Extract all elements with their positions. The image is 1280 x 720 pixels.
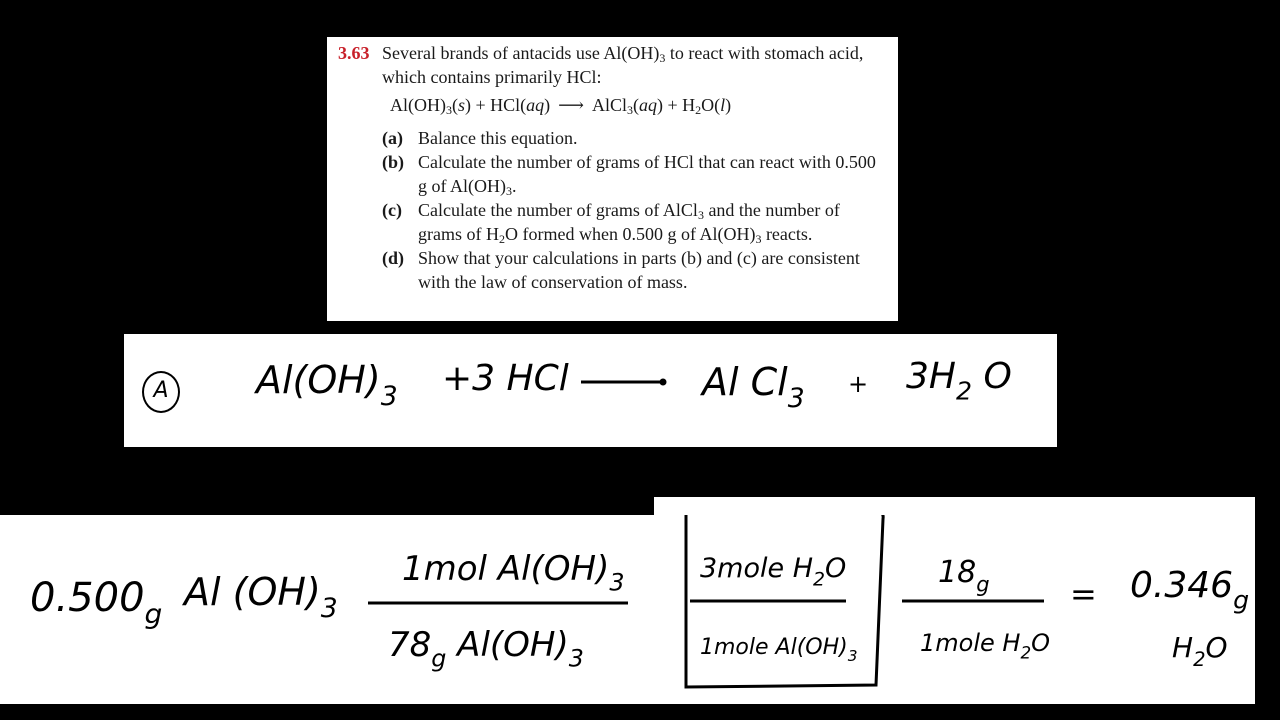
hw-factor3-numerator: $18_g$	[938, 555, 990, 597]
hw-result-unit: $H_2O$	[1172, 631, 1228, 671]
problem-intro: Several brands of antacids use $Al(OH)_3$ to react with stomach acid, which contains primarily HCl:	[382, 43, 864, 87]
problem-equation: $Al(OH)_3(s) + HCl(aq)$ ⟶ AlCl$_3$(aq) + $H_2O(l)$	[390, 95, 732, 117]
problem-panel	[327, 37, 898, 321]
hw-factor1-numerator: 1mol $Al(OH)_3$	[402, 549, 625, 597]
problem-number: 3.63	[338, 43, 370, 63]
part-a-circle-label: A	[142, 371, 180, 413]
problem-parts	[382, 126, 887, 294]
hw-equals: =	[1070, 575, 1097, 613]
hw-product-alcl3: Al $Cl_3$	[702, 360, 805, 414]
part-text: Balance this equation.	[418, 128, 578, 148]
hw-given-compound: Al $(OH)_3$	[184, 570, 338, 624]
handwritten-balanced-equation	[124, 334, 1057, 447]
hw-given: $0.500_g$	[30, 575, 163, 631]
part-text: Calculate the number of grams of AlCl$_3$ and the number of grams of $H_2O$ formed when 0.500 g of $Al(OH)_3$ reacts.	[418, 200, 840, 246]
part-a	[382, 126, 887, 150]
hw-product-h2o: $3H_2$ O	[906, 356, 1012, 406]
hw-reactant-hcl: +3 HCl	[442, 358, 569, 399]
hw-result-value: $0.346_g$	[1130, 565, 1250, 615]
hw-factor2-denominator: 1mole $Al(OH)_3$	[700, 635, 858, 665]
part-text: Show that your calculations in parts (b) and (c) are consistent with the law of conservation of mass.	[418, 248, 860, 292]
part-label: (c)	[382, 200, 402, 220]
hw-reactant-aloh3: $Al(OH)_3$	[256, 358, 398, 412]
part-label: (d)	[382, 248, 404, 268]
hw-factor3-denominator: 1mole $H_2O$	[920, 629, 1051, 663]
hw-factor2-numerator: 3mole $H_2O$	[700, 553, 847, 591]
part-label: (b)	[382, 152, 404, 172]
hw-plus: +	[848, 370, 869, 398]
handwritten-calculation	[0, 515, 1255, 704]
hw-factor1-denominator: $78_g$ $Al(OH)_3$	[388, 625, 584, 673]
part-label: (a)	[382, 128, 403, 148]
part-b	[382, 150, 887, 198]
part-d	[382, 246, 887, 294]
part-text: Calculate the number of grams of HCl that can react with 0.500 g of $Al(OH)_3$.	[418, 152, 876, 198]
part-c	[382, 198, 887, 246]
fraction-lines	[0, 515, 1255, 704]
